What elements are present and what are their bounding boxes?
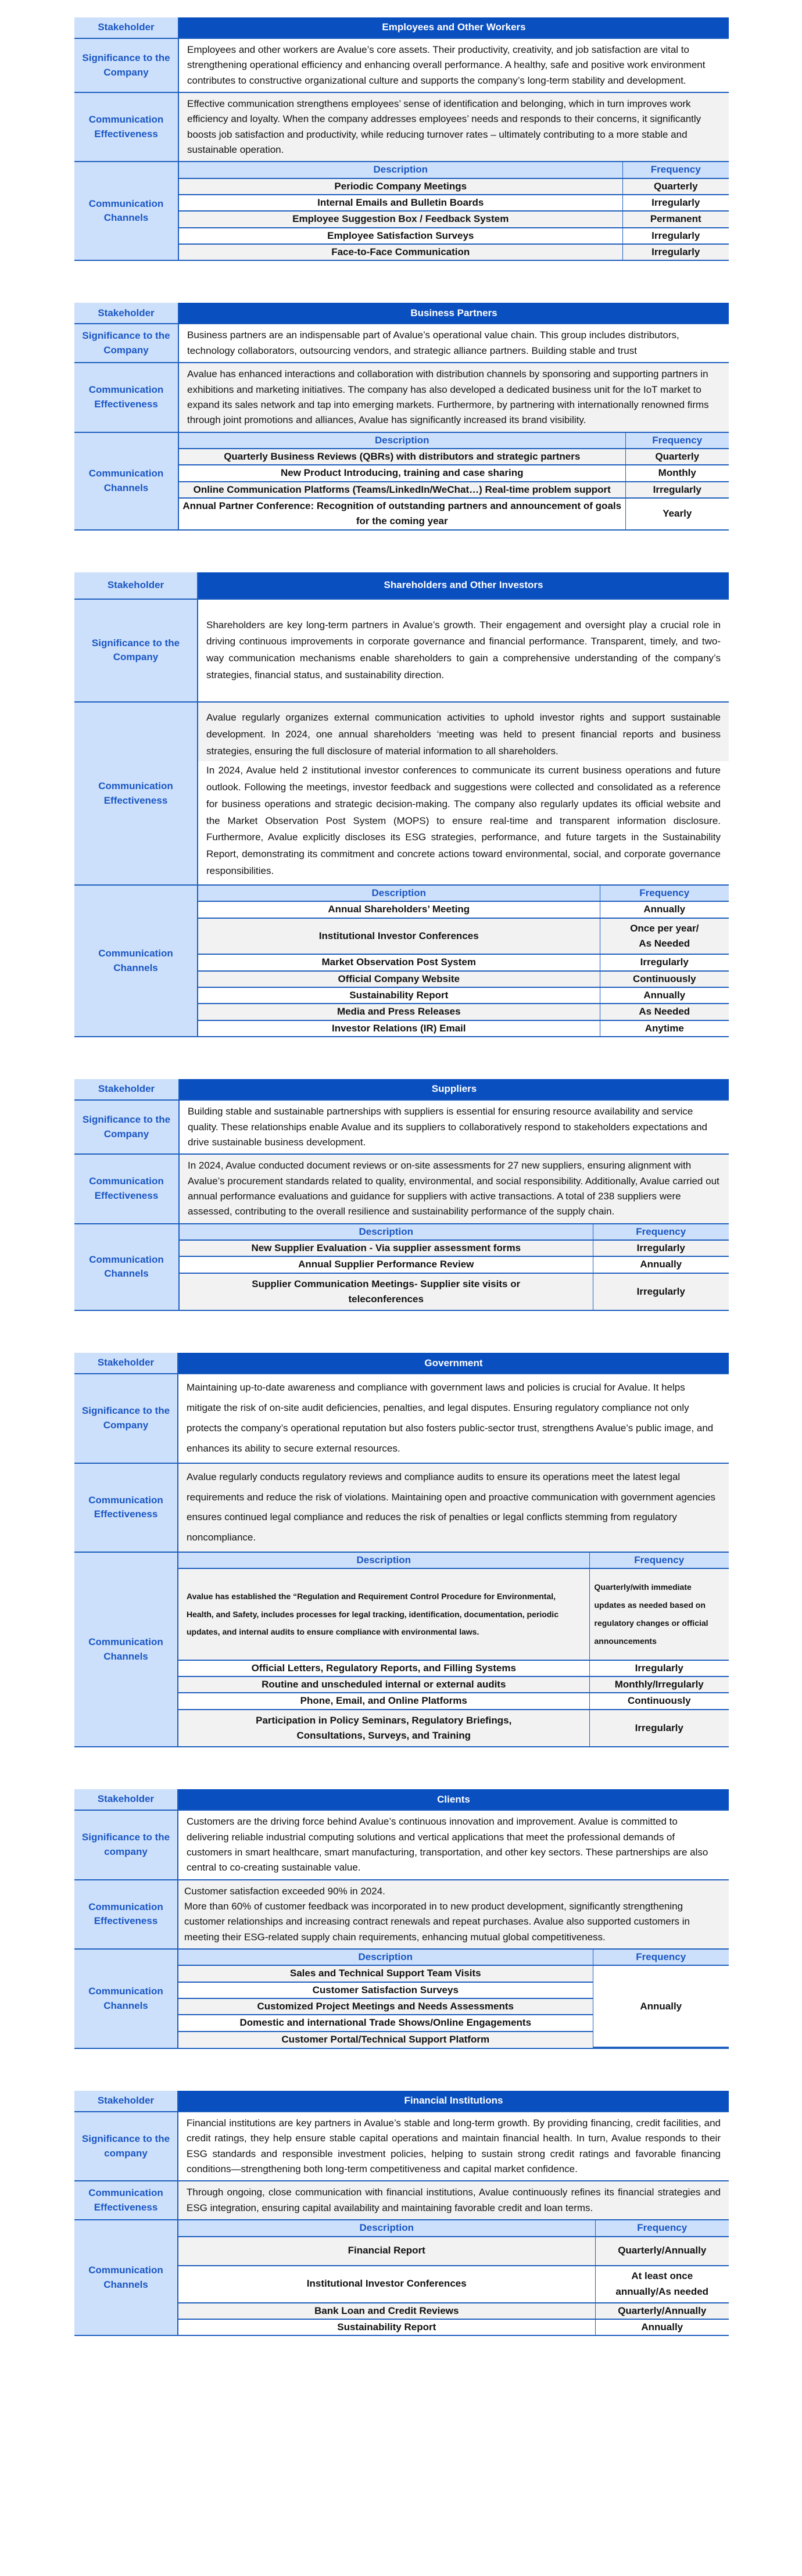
channel-description: Market Observation Post System bbox=[198, 954, 600, 970]
channel-row bbox=[179, 195, 729, 211]
channel-frequency: At least once annually/As needed bbox=[595, 2266, 729, 2303]
channel-frequency: Quarterly bbox=[622, 178, 729, 195]
description-header: Description bbox=[179, 162, 622, 178]
clients-table bbox=[74, 1789, 729, 2049]
significance-label: Significance to the Company bbox=[74, 1374, 178, 1463]
channel-frequency: Annually bbox=[593, 1965, 729, 2047]
channel-description: New Product Introducing, training and case sharing bbox=[179, 465, 625, 481]
channel-row bbox=[178, 2319, 729, 2335]
channel-frequency: Annually bbox=[595, 2319, 729, 2335]
channel-description: Supplier Communication Meetings- Supplier site visits or teleconferences bbox=[180, 1273, 593, 1310]
effectiveness-label: Communication Effectiveness bbox=[74, 2181, 178, 2220]
channels-label: Communication Channels bbox=[74, 162, 178, 260]
channel-row bbox=[180, 1240, 729, 1256]
channels-table bbox=[178, 2220, 729, 2335]
channel-description: Bank Loan and Credit Reviews bbox=[178, 2303, 595, 2319]
effectiveness-label: Communication Effectiveness bbox=[74, 363, 178, 432]
stakeholder-label: Stakeholder bbox=[74, 572, 198, 599]
channel-description: Customer Portal/Technical Support Platform bbox=[178, 2032, 593, 2047]
significance-text: Shareholders are key long-term partners in Avalue’s growth. Their engagement and oversight play a crucial role in driving continuous improvements in corporate governance and financial performance. Transparent, timely, and two-way communication mechanisms enable shareholders to gain a comprehensive understanding of the company’s strategies, financial status, and sustainability direction. bbox=[198, 599, 729, 703]
channel-frequency: Irregularly bbox=[622, 195, 729, 211]
significance-label: Significance to the Company bbox=[74, 1100, 179, 1154]
channels-table bbox=[179, 433, 729, 529]
effectiveness-text: Effective communication strengthens employees’ sense of identification and belonging, which in turn improves work efficiency and loyalty. When the company addresses employees’ needs and responds to their concerns, it significantly boosts job satisfaction and productivity, while reducing turnover rates – ultimately contributing to a more stable and sustainable operation. bbox=[178, 92, 729, 162]
channels-table bbox=[198, 886, 729, 1036]
channel-description: Participation in Policy Seminars, Regulatory Briefings, Consultations, Surveys, and Training bbox=[178, 1710, 589, 1747]
channel-description: Phone, Email, and Online Platforms bbox=[178, 1693, 589, 1709]
channel-frequency: Once per year/ As Needed bbox=[600, 918, 729, 955]
channel-frequency: Quarterly/Annually bbox=[595, 2237, 729, 2266]
channel-description: Face-to-Face Communication bbox=[179, 244, 622, 260]
channel-row bbox=[198, 971, 729, 987]
channel-frequency: Monthly bbox=[625, 465, 729, 481]
channel-row bbox=[198, 918, 729, 955]
channel-row bbox=[198, 954, 729, 970]
description-header: Description bbox=[178, 1950, 593, 1965]
stakeholder-label: Stakeholder bbox=[74, 17, 178, 38]
channel-frequency: As Needed bbox=[600, 1004, 729, 1020]
significance-label: Significance to the company bbox=[74, 1810, 178, 1879]
channel-description: New Supplier Evaluation - Via supplier assessment forms bbox=[180, 1240, 593, 1256]
significance-text: Building stable and sustainable partnerships with suppliers is essential for ensuring resource availability and service quality. These relationships enable Avalue and its suppliers to collaboratively respond to stakeholders expectations and drive sustainable business development. bbox=[179, 1100, 729, 1154]
channel-row bbox=[198, 1020, 729, 1036]
frequency-header: Frequency bbox=[593, 1950, 729, 1965]
channel-description: Online Communication Platforms (Teams/LinkedIn/WeChat…) Real-time problem support bbox=[179, 482, 625, 498]
stakeholder-label: Stakeholder bbox=[74, 1353, 178, 1374]
channel-description: Official Company Website bbox=[198, 971, 600, 987]
channel-row bbox=[180, 1256, 729, 1273]
stakeholder-title: Suppliers bbox=[179, 1079, 729, 1100]
effectiveness-label: Communication Effectiveness bbox=[74, 92, 178, 162]
channel-description: Institutional Investor Conferences bbox=[178, 2266, 595, 2303]
effectiveness-text: Avalue regularly conducts regulatory reviews and compliance audits to ensure its operations meet the latest legal requirements and reduce the risk of violations. Maintaining open and proactive communication with government agencies ensures continued legal compliance and reduces the risk of penalties or legal conflicts stemming from regulatory noncompliance. bbox=[178, 1463, 729, 1552]
channel-row bbox=[178, 1965, 729, 1982]
channels-label: Communication Channels bbox=[74, 2220, 178, 2335]
channel-row bbox=[198, 1004, 729, 1020]
channel-row bbox=[178, 1710, 729, 1747]
significance-label: Significance to the Company bbox=[74, 324, 178, 363]
channel-row bbox=[178, 1676, 729, 1693]
frequency-header: Frequency bbox=[600, 886, 729, 901]
effectiveness-text: Through ongoing, close communication with financial institutions, Avalue continuously refines its financial strategies and ESG integration, ensuring capital availability and maintaining favorable credit and loan terms. bbox=[178, 2181, 729, 2220]
channel-frequency: Irregularly bbox=[589, 1710, 729, 1747]
channel-frequency: Irregularly bbox=[589, 1660, 729, 1676]
channel-frequency: Permanent bbox=[622, 211, 729, 227]
stakeholder-title: Government bbox=[178, 1353, 729, 1374]
channel-frequency: Continuously bbox=[600, 971, 729, 987]
effectiveness-label: Communication Effectiveness bbox=[74, 1154, 179, 1223]
channel-frequency: Quarterly bbox=[625, 449, 729, 465]
financial-table bbox=[74, 2091, 729, 2336]
channel-frequency: Quarterly/with immediate updates as needed based on regulatory changes or official announcements bbox=[589, 1568, 729, 1660]
significance-label: Significance to the company bbox=[74, 2112, 178, 2181]
significance-text: Business partners are an indispensable part of Avalue’s operational value chain. This group includes distributors, technology collaborators, outsourcing vendors, and strategic alliance partners. Building stable and trust bbox=[178, 324, 729, 363]
channel-row bbox=[178, 2303, 729, 2319]
channel-description: Periodic Company Meetings bbox=[179, 178, 622, 195]
channel-frequency: Irregularly bbox=[625, 482, 729, 498]
partners-table bbox=[74, 303, 729, 530]
channel-description: Media and Press Releases bbox=[198, 1004, 600, 1020]
channels-label: Communication Channels bbox=[74, 432, 178, 530]
channel-frequency: Annually bbox=[600, 901, 729, 918]
channels-label: Communication Channels bbox=[74, 1224, 179, 1311]
effectiveness-text: Avalue has enhanced interactions and collaboration with distribution channels by sponsoring and supporting partners in exhibitions and marketing initiatives. The company has also developed a dedicated business unit for the IoT market to expand its sales network and tap into emerging markets. Furthermore, by partnering with internationally renowned firms through joint promotions and alliances, Avalue has significantly increased its brand visibility. bbox=[178, 363, 729, 432]
channel-row bbox=[178, 2266, 729, 2303]
channel-description: Annual Shareholders’ Meeting bbox=[198, 901, 600, 918]
channel-description: Routine and unscheduled internal or external audits bbox=[178, 1676, 589, 1693]
channel-row bbox=[179, 498, 729, 529]
channel-description: Employee Satisfaction Surveys bbox=[179, 228, 622, 244]
channel-frequency: Irregularly bbox=[593, 1273, 729, 1310]
stakeholder-title: Business Partners bbox=[178, 303, 729, 324]
channel-row bbox=[179, 482, 729, 498]
effectiveness-label: Communication Effectiveness bbox=[74, 1880, 178, 1949]
channel-row bbox=[180, 1273, 729, 1310]
channel-row bbox=[178, 1693, 729, 1709]
channel-description: Avalue has established the “Regulation and Requirement Control Procedure for Environmental, Health, and Safety, includes processes for legal tracking, identification, documentation, periodic updates, and internal audits to ensure compliance with environmental laws. bbox=[178, 1568, 589, 1660]
channel-frequency: Yearly bbox=[625, 498, 729, 529]
significance-text: Financial institutions are key partners in Avalue’s stable and long-term growth. By providing financing, credit facilities, and credit ratings, they help ensure stable capital operations and maintain financial health. In turn, Avalue responds to their ESG standards and responsible investment policies, helping to sustain strong credit ratings and favorable financing conditions—strengthening both long-term competitiveness and capital market confidence. bbox=[178, 2112, 729, 2181]
channel-frequency: Irregularly bbox=[600, 954, 729, 970]
effectiveness-label: Communication Effectiveness bbox=[74, 702, 198, 885]
channel-description: Sales and Technical Support Team Visits bbox=[178, 1965, 593, 1982]
channels-table bbox=[179, 162, 729, 260]
significance-text: Employees and other workers are Avalue’s core assets. Their productivity, creativity, and job satisfaction are vital to strengthening operational efficiency and enhancing overall performance. A healthy, safe and positive work environment contributes to constructive organizational culture and supports the company’s long-term stability and development. bbox=[178, 38, 729, 92]
frequency-header: Frequency bbox=[595, 2220, 729, 2236]
description-header: Description bbox=[178, 2220, 595, 2236]
stakeholder-title: Financial Institutions bbox=[178, 2091, 729, 2112]
channels-table bbox=[178, 1950, 729, 2048]
suppliers-table bbox=[74, 1079, 729, 1311]
employees-table bbox=[74, 17, 729, 261]
channels-table bbox=[180, 1224, 729, 1310]
effectiveness-text-2: In 2024, Avalue held 2 institutional investor conferences to communicate its current business operations and future outlook. Following the meetings, investor feedback and suggestions were collected and consolidated as a reference for business operations and strategic decision-making. The company also regularly updates its official website and the Market Observation Post System (MOPS) to ensure real-time and transparent information disclosure. Furthermore, Avalue explicitly discloses its ESG strategies, performance, and future targets in the Sustainability Report, demonstrating its commitment and concrete actions toward environmental, social, and corporate governance responsibilities. bbox=[198, 761, 729, 884]
channel-row bbox=[178, 2237, 729, 2266]
channel-row bbox=[198, 987, 729, 1004]
channel-frequency: Annually bbox=[600, 987, 729, 1004]
channel-description: Customer Satisfaction Surveys bbox=[178, 1982, 593, 1998]
channel-description: Quarterly Business Reviews (QBRs) with distributors and strategic partners bbox=[179, 449, 625, 465]
channel-description: Annual Partner Conference: Recognition of outstanding partners and announcement of goals for the coming year bbox=[179, 498, 625, 529]
frequency-header: Frequency bbox=[622, 162, 729, 178]
significance-text: Maintaining up-to-date awareness and compliance with government laws and policies is crucial for Avalue. It helps mitigate the risk of on-site audit deficiencies, penalties, and legal disputes. Ensuring regulatory compliance not only protects the company’s operational reputation but also fosters public-sector trust, strengthens Avalue’s public image, and enhances its ability to secure external resources. bbox=[178, 1374, 729, 1463]
channel-description: Investor Relations (IR) Email bbox=[198, 1020, 600, 1036]
channel-frequency: Irregularly bbox=[593, 1240, 729, 1256]
channel-description: Employee Suggestion Box / Feedback System bbox=[179, 211, 622, 227]
effectiveness-text: In 2024, Avalue conducted document reviews or on-site assessments for 27 new suppliers, ensuring alignment with Avalue’s procurement standards related to quality, environmental, and social responsibility. Additionally, Avalue carried out annual performance evaluations and guidance for suppliers with active transactions. A total of 238 suppliers were assessed, contributing to the overall resilience and sustainability performance of the supply chain. bbox=[179, 1154, 729, 1223]
channel-frequency: Irregularly bbox=[622, 228, 729, 244]
channel-description: Institutional Investor Conferences bbox=[198, 918, 600, 955]
channel-row bbox=[178, 1660, 729, 1676]
channel-description: Sustainability Report bbox=[198, 987, 600, 1004]
channels-label: Communication Channels bbox=[74, 885, 198, 1037]
channel-description: Internal Emails and Bulletin Boards bbox=[179, 195, 622, 211]
stakeholder-label: Stakeholder bbox=[74, 303, 178, 324]
channel-row bbox=[179, 244, 729, 260]
channel-row bbox=[198, 901, 729, 918]
description-header: Description bbox=[179, 433, 625, 449]
channel-description: Customized Project Meetings and Needs Assessments bbox=[178, 1998, 593, 2015]
channel-row bbox=[179, 211, 729, 227]
stakeholder-title: Employees and Other Workers bbox=[178, 17, 729, 38]
effectiveness-text-1: Avalue regularly organizes external communication activities to uphold investor rights and support sustainable development. In 2024, one annual shareholders ‘meeting was held to present financial reports and business strategies, ensuring the full disclosure of material information to all shareholders. bbox=[198, 703, 729, 761]
channel-frequency: Monthly/Irregularly bbox=[589, 1676, 729, 1693]
stakeholder-title: Shareholders and Other Investors bbox=[198, 572, 729, 599]
stakeholder-label: Stakeholder bbox=[74, 1789, 178, 1810]
channel-description: Domestic and international Trade Shows/Online Engagements bbox=[178, 2015, 593, 2031]
effectiveness-text-2: More than 60% of customer feedback was incorporated in to new product development, significantly strengthening customer relationships and increasing contract renewals and repeat purchases. Avalue also supported customers in meeting their ESG-related supply chain requirements, enhancing mutual global competitiveness. bbox=[184, 1901, 690, 1943]
channel-description: Official Letters, Regulatory Reports, and Filling Systems bbox=[178, 1660, 589, 1676]
description-header: Description bbox=[198, 886, 600, 901]
channels-table bbox=[178, 1553, 729, 1746]
channel-description: Annual Supplier Performance Review bbox=[180, 1256, 593, 1273]
channel-row bbox=[179, 465, 729, 481]
stakeholder-title: Clients bbox=[178, 1789, 729, 1810]
channel-frequency: Quarterly/Annually bbox=[595, 2303, 729, 2319]
channel-frequency: Irregularly bbox=[622, 244, 729, 260]
stakeholder-label: Stakeholder bbox=[74, 1079, 179, 1100]
channel-row bbox=[179, 449, 729, 465]
frequency-header: Frequency bbox=[625, 433, 729, 449]
effectiveness-label: Communication Effectiveness bbox=[74, 1463, 178, 1552]
stakeholder-label: Stakeholder bbox=[74, 2091, 178, 2112]
frequency-header: Frequency bbox=[593, 1224, 729, 1240]
significance-label: Significance to the Company bbox=[74, 599, 198, 703]
government-table bbox=[74, 1353, 729, 1747]
channel-frequency: Continuously bbox=[589, 1693, 729, 1709]
significance-label: Significance to the Company bbox=[74, 38, 178, 92]
channel-row bbox=[179, 228, 729, 244]
channels-label: Communication Channels bbox=[74, 1552, 178, 1747]
channel-description: Financial Report bbox=[178, 2237, 595, 2266]
channel-row bbox=[178, 1568, 729, 1660]
shareholders-table bbox=[74, 572, 729, 1038]
channels-label: Communication Channels bbox=[74, 1949, 178, 2048]
effectiveness-text-1: Customer satisfaction exceeded 90% in 2024. bbox=[184, 1885, 385, 1897]
channel-description: Sustainability Report bbox=[178, 2319, 595, 2335]
description-header: Description bbox=[180, 1224, 593, 1240]
channel-row bbox=[179, 178, 729, 195]
significance-text: Customers are the driving force behind Avalue’s continuous innovation and improvement. Avalue is committed to delivering reliable industrial computing solutions and vertical applications that meet the professional demands of customers in smart healthcare, smart manufacturing, transportation, and other key sectors. These partnerships are also central to co-creating sustainable value. bbox=[178, 1810, 729, 1879]
channel-frequency: Anytime bbox=[600, 1020, 729, 1036]
channel-frequency: Annually bbox=[593, 1256, 729, 1273]
description-header: Description bbox=[178, 1553, 589, 1568]
frequency-header: Frequency bbox=[589, 1553, 729, 1568]
